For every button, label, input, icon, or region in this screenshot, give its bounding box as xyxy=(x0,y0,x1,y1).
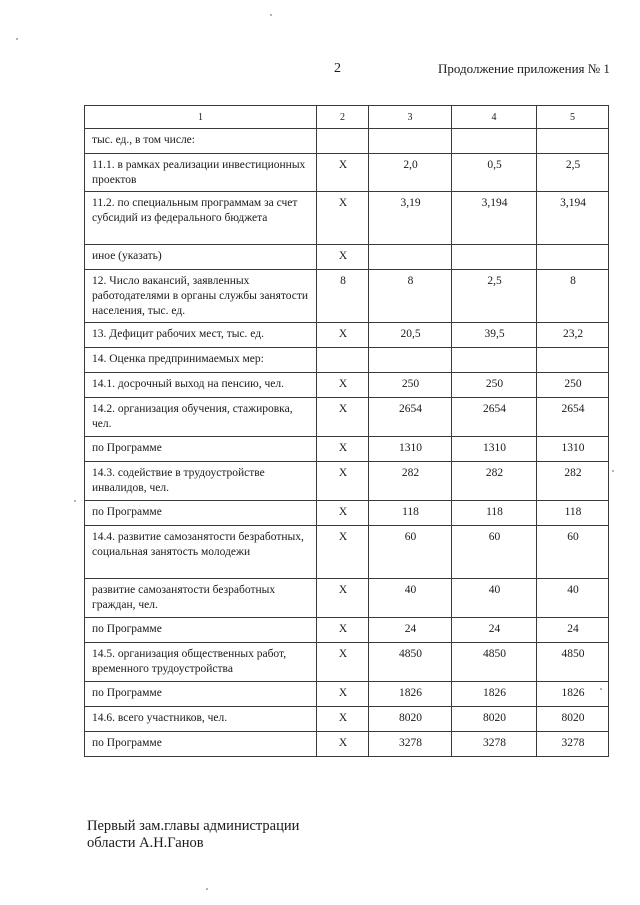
value-cell-col3: 3,19 xyxy=(369,192,452,245)
value-cell-col2: Х xyxy=(317,154,369,192)
table-row xyxy=(85,270,609,323)
value-cell-col2: Х xyxy=(317,192,369,245)
value-cell-col2: Х xyxy=(317,682,369,707)
continuation-title: Продолжение приложения № 1 xyxy=(438,61,610,76)
value-cell-col3: 1310 xyxy=(369,437,452,462)
value-cell-col3: 118 xyxy=(369,501,452,526)
signature-block xyxy=(87,818,299,852)
value-cell-col4: 60 xyxy=(452,526,537,579)
value-cell-col3: 24 xyxy=(369,618,452,643)
column-number-row xyxy=(85,106,609,129)
table-row xyxy=(85,192,609,245)
value-cell-col3 xyxy=(369,348,452,373)
table-row xyxy=(85,154,609,192)
column-number: 2 xyxy=(317,106,369,129)
value-cell-col2: 8 xyxy=(317,270,369,323)
value-cell-col2: Х xyxy=(317,579,369,618)
table-row xyxy=(85,618,609,643)
value-cell-col3 xyxy=(369,129,452,154)
value-cell-col3: 3278 xyxy=(369,732,452,757)
scan-speck xyxy=(206,888,208,890)
value-cell-col4 xyxy=(452,245,537,270)
scan-speck xyxy=(600,688,602,690)
value-cell-col2: Х xyxy=(317,462,369,501)
indicator-label: по Программе xyxy=(85,501,317,526)
value-cell-col2: Х xyxy=(317,398,369,437)
page-number: 2 xyxy=(334,61,341,76)
indicator-label: 13. Дефицит рабочих мест, тыс. ед. xyxy=(85,323,317,348)
value-cell-col4: 1826 xyxy=(452,682,537,707)
scan-speck xyxy=(612,470,614,472)
value-cell-col5: 3278 xyxy=(537,732,609,757)
table-row xyxy=(85,245,609,270)
value-cell-col3: 20,5 xyxy=(369,323,452,348)
table-row xyxy=(85,462,609,501)
indicator-label: 14.3. содействие в трудоустройстве инвалидов, чел. xyxy=(85,462,317,501)
value-cell-col4: 3278 xyxy=(452,732,537,757)
value-cell-col4: 1310 xyxy=(452,437,537,462)
value-cell-col4: 39,5 xyxy=(452,323,537,348)
table-row xyxy=(85,501,609,526)
value-cell-col3: 60 xyxy=(369,526,452,579)
value-cell-col5: 2654 xyxy=(537,398,609,437)
value-cell-col2: Х xyxy=(317,245,369,270)
table-row xyxy=(85,129,609,154)
value-cell-col5: 4850 xyxy=(537,643,609,682)
value-cell-col2: Х xyxy=(317,618,369,643)
value-cell-col5: 3,194 xyxy=(537,192,609,245)
value-cell-col3: 40 xyxy=(369,579,452,618)
indicator-label: 14.5. организация общественных работ, временного трудоустройства xyxy=(85,643,317,682)
value-cell-col5: 1310 xyxy=(537,437,609,462)
indicator-label: по Программе xyxy=(85,732,317,757)
value-cell-col5: 8 xyxy=(537,270,609,323)
signature-line-2: области А.Н.Ганов xyxy=(87,835,204,851)
value-cell-col5: 1826 xyxy=(537,682,609,707)
scan-speck xyxy=(270,14,272,16)
value-cell-col3: 250 xyxy=(369,373,452,398)
table-row xyxy=(85,732,609,757)
table-row xyxy=(85,579,609,618)
indicator-label: 12. Число вакансий, заявленных работодателями в органы службы занятости населения, тыс. ед. xyxy=(85,270,317,323)
indicator-label: 14.1. досрочный выход на пенсию, чел. xyxy=(85,373,317,398)
value-cell-col4: 4850 xyxy=(452,643,537,682)
value-cell-col3 xyxy=(369,245,452,270)
value-cell-col5: 8020 xyxy=(537,707,609,732)
indicator-label: иное (указать) xyxy=(85,245,317,270)
table-row xyxy=(85,437,609,462)
annex-table xyxy=(84,105,609,757)
value-cell-col2: Х xyxy=(317,373,369,398)
scan-speck xyxy=(16,38,18,40)
value-cell-col3: 8 xyxy=(369,270,452,323)
value-cell-col3: 8020 xyxy=(369,707,452,732)
value-cell-col2: Х xyxy=(317,526,369,579)
value-cell-col5: 2,5 xyxy=(537,154,609,192)
value-cell-col3: 1826 xyxy=(369,682,452,707)
column-number: 1 xyxy=(85,106,317,129)
value-cell-col5: 60 xyxy=(537,526,609,579)
value-cell-col5: 118 xyxy=(537,501,609,526)
table-row xyxy=(85,348,609,373)
value-cell-col2: Х xyxy=(317,732,369,757)
indicator-label: 14.2. организация обучения, стажировка, чел. xyxy=(85,398,317,437)
value-cell-col2: Х xyxy=(317,643,369,682)
value-cell-col5: 23,2 xyxy=(537,323,609,348)
table-row xyxy=(85,526,609,579)
indicator-label: по Программе xyxy=(85,682,317,707)
signature-line-1: Первый зам.главы администрации xyxy=(87,818,300,834)
column-number: 5 xyxy=(537,106,609,129)
value-cell-col3: 2654 xyxy=(369,398,452,437)
value-cell-col5: 282 xyxy=(537,462,609,501)
value-cell-col3: 2,0 xyxy=(369,154,452,192)
value-cell-col5: 24 xyxy=(537,618,609,643)
value-cell-col2: Х xyxy=(317,501,369,526)
value-cell-col4: 250 xyxy=(452,373,537,398)
value-cell-col4: 0,5 xyxy=(452,154,537,192)
value-cell-col4: 24 xyxy=(452,618,537,643)
indicator-label: 11.2. по специальным программам за счет субсидий из федерального бюджета xyxy=(85,192,317,245)
value-cell-col2 xyxy=(317,129,369,154)
indicator-label: 14.4. развитие самозанятости безработных, социальная занятость молодежи xyxy=(85,526,317,579)
table-row xyxy=(85,323,609,348)
indicator-label: по Программе xyxy=(85,437,317,462)
value-cell-col2 xyxy=(317,348,369,373)
value-cell-col2: Х xyxy=(317,437,369,462)
value-cell-col4: 282 xyxy=(452,462,537,501)
value-cell-col4 xyxy=(452,348,537,373)
table-row xyxy=(85,373,609,398)
indicator-label: 11.1. в рамках реализации инвестиционных проектов xyxy=(85,154,317,192)
value-cell-col5: 40 xyxy=(537,579,609,618)
indicator-label: развитие самозанятости безработных граждан, чел. xyxy=(85,579,317,618)
indicator-label: 14.6. всего участников, чел. xyxy=(85,707,317,732)
value-cell-col4 xyxy=(452,129,537,154)
indicator-label: тыс. ед., в том числе: xyxy=(85,129,317,154)
value-cell-col5: 250 xyxy=(537,373,609,398)
value-cell-col4: 2654 xyxy=(452,398,537,437)
value-cell-col3: 282 xyxy=(369,462,452,501)
value-cell-col4: 40 xyxy=(452,579,537,618)
table-row xyxy=(85,707,609,732)
value-cell-col2: Х xyxy=(317,323,369,348)
value-cell-col4: 2,5 xyxy=(452,270,537,323)
indicator-label: 14. Оценка предпринимаемых мер: xyxy=(85,348,317,373)
column-number: 3 xyxy=(369,106,452,129)
value-cell-col2: Х xyxy=(317,707,369,732)
table-row xyxy=(85,643,609,682)
table-row xyxy=(85,398,609,437)
column-number: 4 xyxy=(452,106,537,129)
value-cell-col4: 8020 xyxy=(452,707,537,732)
value-cell-col5 xyxy=(537,129,609,154)
value-cell-col4: 3,194 xyxy=(452,192,537,245)
table-row xyxy=(85,682,609,707)
value-cell-col3: 4850 xyxy=(369,643,452,682)
value-cell-col5 xyxy=(537,348,609,373)
scan-speck xyxy=(74,500,76,502)
indicator-label: по Программе xyxy=(85,618,317,643)
value-cell-col4: 118 xyxy=(452,501,537,526)
value-cell-col5 xyxy=(537,245,609,270)
